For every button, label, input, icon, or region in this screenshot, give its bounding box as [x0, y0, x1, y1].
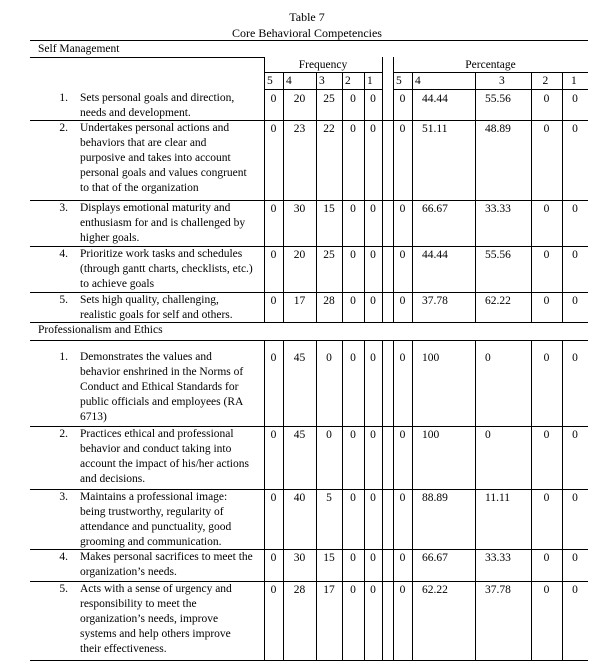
percentage-value: 0	[399, 352, 406, 364]
frequency-col-rule	[364, 72, 365, 322]
frequency-value: 0	[350, 552, 356, 564]
percentage-value: 55.56	[485, 249, 511, 261]
frequency-value: 0	[370, 429, 376, 441]
frequency-scale-4: 4	[286, 75, 292, 87]
item-statement-line: Prioritize work tasks and schedules	[80, 248, 243, 260]
percentage-col-rule	[412, 341, 413, 660]
frequency-value: 0	[350, 352, 356, 364]
item-statement-line: Practices ethical and professional	[80, 428, 234, 440]
item-statement-line: Maintains a professional image:	[80, 491, 228, 503]
frequency-value: 15	[323, 203, 335, 215]
percentage-value: 0	[543, 249, 550, 261]
row-rule	[264, 246, 588, 247]
scale-rule-percentage	[393, 89, 588, 90]
item-statement-line: responsibility to meet the	[80, 598, 197, 610]
frequency-value: 0	[370, 584, 376, 596]
item-statement-line: to achieve goals	[80, 278, 155, 290]
frequency-value: 40	[293, 492, 306, 504]
row-rule	[264, 200, 588, 201]
table-title: Core Behavioral Competencies	[232, 26, 382, 40]
item-statement-line: being trustworthy, regularity of	[80, 506, 224, 518]
frequency-value: 0	[350, 93, 356, 105]
frequency-value: 0	[350, 123, 356, 135]
frequency-value: 15	[323, 552, 335, 564]
frequency-value: 5	[326, 492, 332, 504]
frequency-value: 23	[293, 123, 306, 135]
percentage-scale-1: 1	[571, 75, 577, 87]
item-statement-line: their effectiveness.	[80, 643, 167, 655]
percentage-scale-4: 4	[415, 75, 421, 87]
frequency-value: 0	[326, 429, 332, 441]
item-statement-line: organization’s needs.	[80, 566, 177, 578]
frequency-value: 0	[270, 249, 277, 261]
percentage-value: 37.78	[422, 295, 448, 307]
percentage-value: 11.11	[485, 492, 511, 504]
item-number: 1.	[59, 351, 68, 363]
item-statement-line: systems and help others improve	[80, 628, 231, 640]
item-statement-line: personal goals and values congruent	[80, 167, 247, 179]
frequency-value: 0	[350, 429, 356, 441]
percentage-col-rule	[531, 72, 532, 322]
row-rule	[264, 322, 588, 323]
frequency-value: 17	[293, 295, 306, 307]
percentage-value: 0	[399, 93, 406, 105]
item-statement-line: grooming and communication.	[80, 536, 222, 548]
row-rule	[264, 549, 588, 550]
percentage-value: 88.89	[422, 492, 448, 504]
row-rule	[264, 660, 588, 661]
percentage-value: 0	[572, 93, 578, 105]
item-statement-line: Conduct and Ethical Standards for	[80, 381, 239, 393]
frequency-value: 0	[370, 552, 376, 564]
item-statement-line: enthusiasm for and is challenged by	[80, 217, 246, 229]
percentage-value: 0	[572, 584, 578, 596]
frequency-value: 0	[370, 249, 376, 261]
frequency-value: 28	[293, 584, 306, 596]
frequency-scale-3: 3	[319, 75, 325, 87]
percentage-scale-2: 2	[542, 75, 549, 87]
frequency-header: Frequency	[298, 59, 348, 71]
percentage-value: 0	[399, 552, 406, 564]
item-statement-line: behaviors that are clear and	[80, 137, 207, 149]
frequency-value: 0	[370, 352, 376, 364]
percentage-value: 0	[399, 295, 406, 307]
percentage-value: 62.22	[485, 295, 511, 307]
row-rule	[264, 426, 588, 427]
percentage-value: 0	[485, 429, 491, 441]
item-number: 5.	[59, 294, 68, 306]
percentage-value: 66.67	[422, 552, 448, 564]
frequency-scale-5: 5	[267, 75, 273, 87]
frequency-value: 0	[270, 93, 277, 105]
item-statement-line: Undertakes personal actions and	[80, 122, 230, 134]
frequency-value: 0	[270, 295, 277, 307]
percentage-value: 0	[543, 93, 550, 105]
row-rule	[264, 581, 588, 582]
percentage-value: 44.44	[422, 93, 448, 105]
frequency-col-rule	[382, 57, 383, 322]
frequency-value: 0	[370, 123, 376, 135]
item-statement-line: (through gantt charts, checklists, etc.)	[80, 263, 253, 275]
row-rule	[30, 660, 264, 661]
percentage-scale-5: 5	[396, 75, 402, 87]
frequency-value: 0	[270, 203, 277, 215]
percentage-value: 48.89	[485, 123, 511, 135]
percentage-value: 0	[572, 552, 578, 564]
frequency-value: 20	[293, 249, 306, 261]
frequency-scale-2: 2	[345, 75, 351, 87]
frequency-col-rule	[316, 72, 317, 322]
frequency-value: 45	[293, 352, 306, 364]
section-heading-rule	[264, 340, 588, 341]
item-statement-line: account the impact of his/her actions	[80, 458, 249, 470]
percentage-col-rule	[475, 72, 476, 322]
item-statement-line: behavior enshrined in the Norms of	[80, 366, 244, 378]
percentage-value: 0	[543, 203, 550, 215]
frequency-value: 28	[323, 295, 335, 307]
percentage-value: 0	[543, 123, 550, 135]
percentage-value: 0	[572, 492, 578, 504]
item-statement-line: public officials and employees (RA	[80, 396, 244, 408]
frequency-value: 0	[270, 429, 277, 441]
frequency-value: 22	[323, 123, 335, 135]
percentage-value: 62.22	[422, 584, 448, 596]
row-rule	[264, 120, 588, 121]
percentage-value: 66.67	[422, 203, 448, 215]
item-statement-line: needs and development.	[80, 107, 191, 119]
percentage-value: 0	[572, 203, 578, 215]
frequency-value: 45	[293, 429, 306, 441]
item-statement-line: Demonstrates the values and	[80, 351, 212, 363]
item-statement-line: Displays emotional maturity and	[80, 202, 231, 214]
percentage-value: 0	[572, 249, 578, 261]
percentage-col-rule	[562, 72, 563, 322]
percentage-value: 0	[399, 123, 406, 135]
item-number: 4.	[59, 551, 68, 563]
frequency-value: 0	[270, 552, 277, 564]
item-statement-line: 6713)	[80, 411, 107, 423]
item-statement-line: Sets personal goals and direction,	[80, 92, 235, 104]
row-rule	[264, 489, 588, 490]
frequency-value: 0	[350, 203, 356, 215]
percentage-value: 0	[543, 584, 550, 596]
section-heading-rule	[30, 57, 264, 58]
table-number: Table 7	[289, 10, 325, 24]
percentage-value: 0	[543, 429, 550, 441]
row-rule	[30, 322, 264, 323]
percentage-value: 37.78	[485, 584, 511, 596]
item-number: 3.	[59, 491, 68, 503]
percentage-value: 0	[399, 584, 406, 596]
row-rule	[264, 292, 588, 293]
item-number: 2.	[59, 428, 68, 440]
item-statement-line: purposive and takes into account	[80, 152, 231, 164]
percentage-value: 100	[422, 352, 440, 364]
frequency-value: 25	[323, 93, 335, 105]
percentage-value: 51.11	[422, 123, 448, 135]
table-top-rule	[30, 40, 588, 41]
section-heading-rule	[30, 340, 264, 341]
percentage-value: 0	[543, 352, 550, 364]
frequency-value: 0	[350, 584, 356, 596]
frequency-value: 0	[270, 352, 277, 364]
percentage-col-rule	[475, 341, 476, 660]
percentage-value: 0	[543, 552, 550, 564]
item-statement-line: to that of the organization	[80, 182, 199, 194]
frequency-value: 0	[370, 93, 376, 105]
frequency-value: 0	[270, 123, 277, 135]
percentage-value: 33.33	[485, 203, 511, 215]
section-heading: Self Management	[38, 43, 120, 55]
frequency-col-rule	[283, 72, 284, 322]
percentage-scale-3: 3	[499, 75, 505, 87]
frequency-value: 17	[323, 584, 335, 596]
frequency-value: 0	[350, 492, 356, 504]
percentage-header: Percentage	[465, 59, 516, 71]
item-statement-line: Sets high quality, challenging,	[80, 294, 219, 306]
frequency-value: 0	[370, 492, 376, 504]
item-statement-line: behavior and conduct taking into	[80, 443, 232, 455]
item-statement-line: higher goals.	[80, 232, 140, 244]
percentage-value: 0	[543, 295, 550, 307]
frequency-value: 30	[293, 203, 306, 215]
percentage-value: 0	[572, 352, 578, 364]
frequency-col-rule	[382, 341, 383, 660]
frequency-value: 20	[293, 93, 306, 105]
percentage-value: 0	[399, 203, 406, 215]
frequency-col-rule	[342, 72, 343, 322]
percentage-value: 0	[399, 249, 406, 261]
item-number: 4.	[59, 248, 68, 260]
percentage-value: 0	[399, 429, 406, 441]
percentage-value: 0	[399, 492, 406, 504]
frequency-value: 30	[293, 552, 306, 564]
percentage-group-rule	[393, 72, 588, 73]
percentage-value: 33.33	[485, 552, 511, 564]
item-statement-line: Acts with a sense of urgency and	[80, 583, 232, 595]
item-number: 3.	[59, 202, 68, 214]
section-heading: Professionalism and Ethics	[38, 324, 163, 336]
percentage-value: 44.44	[422, 249, 448, 261]
percentage-value: 0	[485, 352, 491, 364]
frequency-value: 0	[370, 295, 376, 307]
item-number: 1.	[59, 92, 68, 104]
item-number: 5.	[59, 583, 68, 595]
item-statement-line: organization’s needs, improve	[80, 613, 219, 625]
frequency-value: 0	[370, 203, 376, 215]
item-number: 2.	[59, 122, 68, 134]
percentage-value: 0	[572, 429, 578, 441]
frequency-value: 0	[270, 584, 277, 596]
frequency-value: 0	[270, 492, 277, 504]
percentage-value: 55.56	[485, 93, 511, 105]
frequency-value: 25	[323, 249, 335, 261]
percentage-col-rule	[412, 72, 413, 322]
percentage-value: 100	[422, 429, 440, 441]
frequency-value: 0	[326, 352, 332, 364]
item-statement-line: and decisions.	[80, 473, 146, 485]
item-statement-line: attendance and punctuality, good	[80, 521, 232, 533]
frequency-value: 0	[350, 295, 356, 307]
percentage-value: 0	[572, 295, 578, 307]
frequency-scale-1: 1	[367, 75, 373, 87]
frequency-value: 0	[350, 249, 356, 261]
percentage-value: 0	[543, 492, 550, 504]
item-statement-line: realistic goals for self and others.	[80, 309, 233, 321]
item-statement-line: Makes personal sacrifices to meet the	[80, 551, 253, 563]
percentage-value: 0	[572, 123, 578, 135]
